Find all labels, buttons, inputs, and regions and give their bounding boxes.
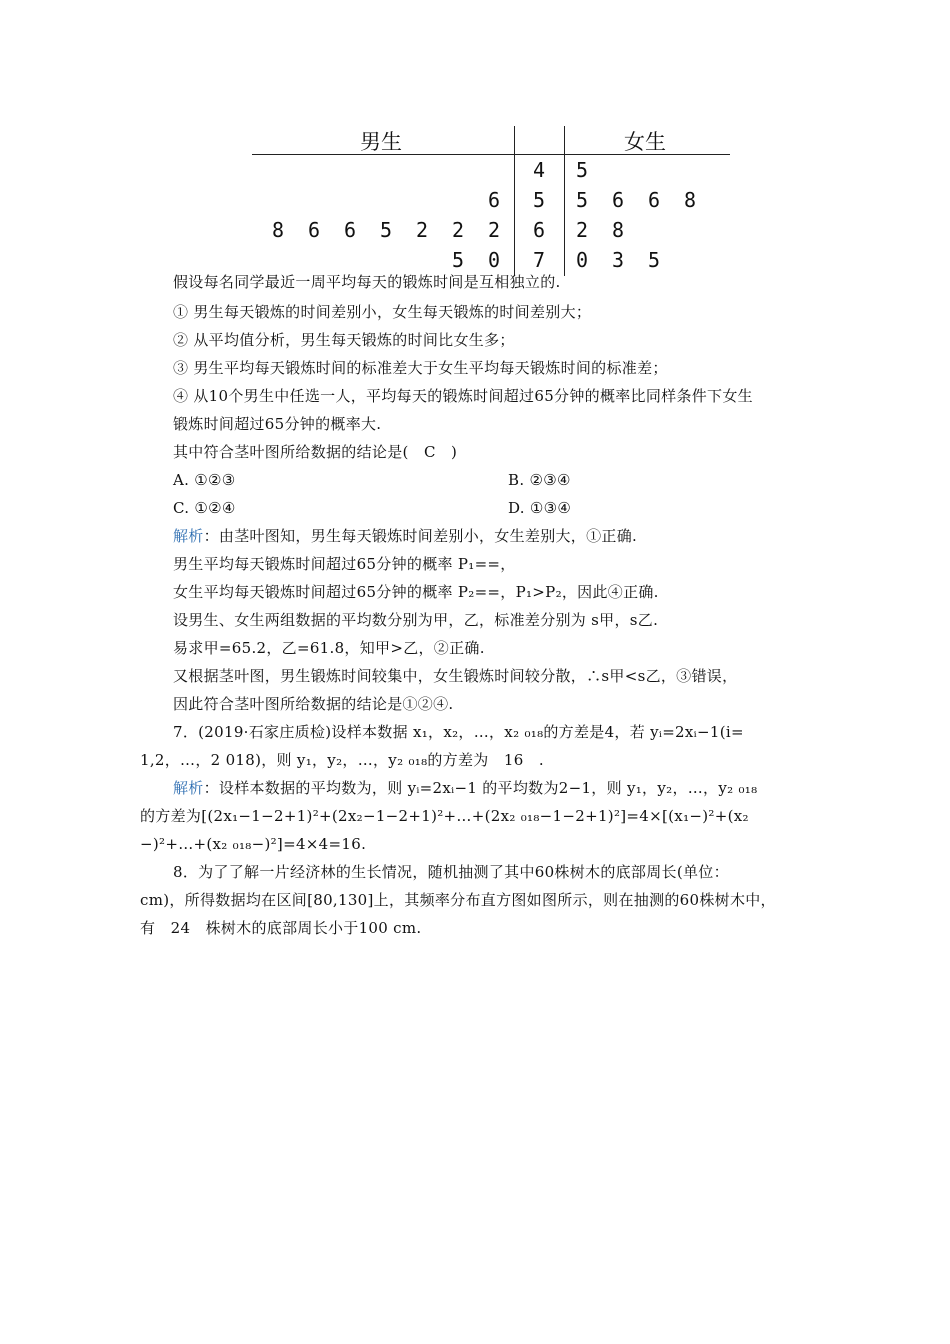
boy-leaf: 0 xyxy=(487,248,501,272)
problem-7-line-1: 7．(2019·石家庄质检)设样本数据 x₁，x₂，…，x₂ ₀₁₈的方差是4，若 yᵢ=2xᵢ−1(i= xyxy=(173,723,744,741)
analysis-6: 又根据茎叶图，男生锻炼时间较集中，女生锻炼时间较分散，∴s甲<s乙，③错误， xyxy=(173,667,738,685)
stem: 6 xyxy=(532,218,546,242)
boy-leaf: 2 xyxy=(415,218,429,242)
boy-leaf: 6 xyxy=(343,218,357,242)
problem-8-line-1: 8．为了了解一片经济林的生长情况，随机抽测了其中60株树木的底部周长(单位： xyxy=(173,863,729,881)
girl-leaf: 8 xyxy=(683,188,697,212)
problem-7-analysis-2: 的方差为[(2x₁−1−2+1)²+(2x₂−1−2+1)²+…+(2x₂ ₀₁₈−1−2+1)²]=4×[(x₁−)²+(x₂ xyxy=(140,807,749,825)
problem-7-analysis-1: 解析：设样本数据的平均数为，则 yᵢ=2xᵢ−1 的平均数为2−1，则 y₁，y₂，…，y₂ ₀₁₈ xyxy=(173,779,758,797)
boy-leaf: 5 xyxy=(451,248,465,272)
stem-row xyxy=(252,158,730,188)
boys-header: 男生 xyxy=(360,130,402,154)
analysis-label: 解析 xyxy=(173,779,204,797)
girl-leaf: 8 xyxy=(611,218,625,242)
analysis-3: 女生平均每天锻炼时间超过65分钟的概率 P₂==，P₁>P₂，因此④正确. xyxy=(173,583,659,601)
boy-leaf: 5 xyxy=(379,218,393,242)
boy-leaf: 6 xyxy=(307,218,321,242)
statement-4: ④ 从10个男生中任选一人，平均每天的锻炼时间超过65分钟的概率比同样条件下女生 xyxy=(173,387,753,405)
girl-leaf: 3 xyxy=(611,248,625,272)
option-d: D. ①③④ xyxy=(508,499,572,517)
boy-leaf: 6 xyxy=(487,188,501,212)
girl-leaf: 0 xyxy=(575,248,589,272)
statement-2: ② 从平均值分析，男生每天锻炼的时间比女生多； xyxy=(173,331,515,349)
girls-header: 女生 xyxy=(624,130,666,154)
analysis-label: 解析 xyxy=(173,527,204,545)
problem-7-analysis-3: −)²+…+(x₂ ₀₁₈−)²]=4×4=16. xyxy=(140,835,367,853)
stem: 7 xyxy=(532,248,546,272)
girl-leaf: 6 xyxy=(647,188,661,212)
statement-3: ③ 男生平均每天锻炼时间的标准差大于女生平均每天锻炼时间的标准差； xyxy=(173,359,668,377)
question-line: 其中符合茎叶图所给数据的结论是( C ) xyxy=(173,443,458,461)
girl-leaf: 5 xyxy=(575,188,589,212)
stem: 4 xyxy=(532,158,546,182)
option-a: A. ①②③ xyxy=(173,471,236,489)
girl-leaf: 5 xyxy=(647,248,661,272)
girl-leaf: 5 xyxy=(575,158,589,182)
stem: 5 xyxy=(532,188,546,212)
girl-leaf: 2 xyxy=(575,218,589,242)
stem-row xyxy=(252,188,730,218)
boy-leaf: 8 xyxy=(271,218,285,242)
analysis-2: 男生平均每天锻炼时间超过65分钟的概率 P₁==， xyxy=(173,555,516,573)
statement-1: ① 男生每天锻炼的时间差别小，女生每天锻炼的时间差别大； xyxy=(173,303,592,321)
problem-7-line-2: 1,2，…，2 018)，则 y₁，y₂，…，y₂ ₀₁₈的方差为 16 . xyxy=(140,751,544,769)
boy-leaf: 2 xyxy=(451,218,465,242)
option-c: C. ①②④ xyxy=(173,499,236,517)
analysis-1: 解析：由茎叶图知，男生每天锻炼时间差别小，女生差别大，①正确. xyxy=(173,527,638,545)
statement-4-cont: 锻炼时间超过65分钟的概率大. xyxy=(173,415,382,433)
option-b: B. ②③④ xyxy=(508,471,571,489)
stem-row xyxy=(252,218,730,248)
analysis-5: 易求甲=65.2，乙=61.8，知甲>乙，②正确. xyxy=(173,639,485,657)
intro-line: 假设每名同学最近一周平均每天的锻炼时间是互相独立的. xyxy=(173,273,561,291)
header-rule xyxy=(252,154,730,155)
problem-8-line-3: 有 24 株树木的底部周长小于100 cm. xyxy=(140,919,422,937)
girl-leaf: 6 xyxy=(611,188,625,212)
boy-leaf: 2 xyxy=(487,218,501,242)
analysis-4: 设男生、女生两组数据的平均数分别为甲，乙，标准差分别为 s甲，s乙. xyxy=(173,611,659,629)
problem-8-line-2: cm)，所得数据均在区间[80,130]上，其频率分布直方图如图所示，则在抽测的60株树木中， xyxy=(140,891,776,909)
analysis-7: 因此符合茎叶图所给数据的结论是①②④. xyxy=(173,695,454,713)
stem-leaf-plot xyxy=(252,120,730,278)
